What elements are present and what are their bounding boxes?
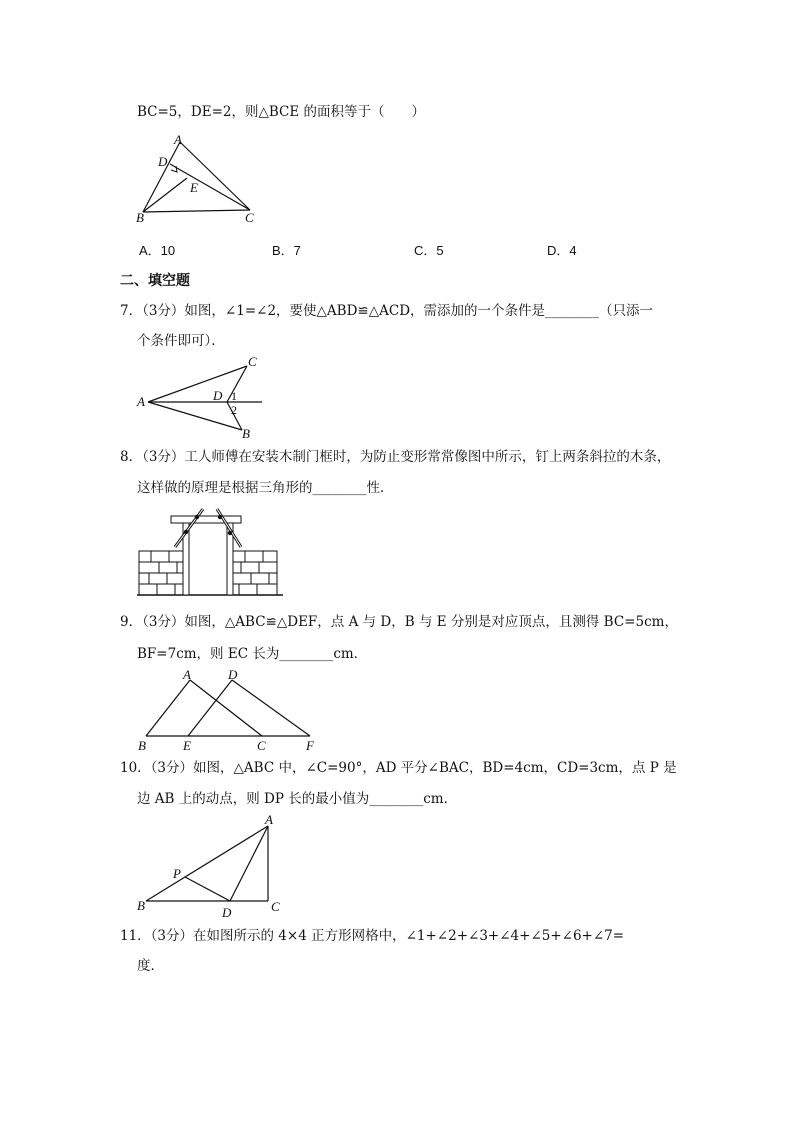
q10-text-line1: 10．（3分）如图，△ABC 中，∠C=90°，AD 平分∠BAC，BD=4cm，CD=3cm，点 P 是: [120, 760, 677, 776]
q10-line-PD: [185, 877, 230, 901]
q9-line-BA: [146, 680, 190, 736]
q6-figure-triangle: [130, 132, 270, 224]
q7-label-angle-2: 2: [231, 403, 237, 417]
q8-right-wall: [233, 551, 277, 595]
q8-nail-3: [218, 515, 222, 519]
q9-figure: [134, 666, 324, 756]
q9-label-E: E: [183, 738, 191, 753]
q7-label-A: A: [137, 394, 145, 409]
q10-label-C: C: [271, 899, 280, 914]
q9-text-line1: 9．（3分）如图，△ABC≌△DEF，点 A 与 D，B 与 E 分别是对应顶点，且测得 BC=5cm，: [120, 614, 678, 630]
q7-text-line2: 个条件即可）．: [137, 333, 225, 349]
q6-label-C: C: [245, 210, 254, 224]
q6-option-d: D．4: [547, 243, 577, 258]
q6-line-BC: [143, 210, 250, 212]
q10-label-B: B: [137, 898, 145, 913]
q9-label-F: F: [306, 738, 314, 753]
q7-line-AB: [148, 402, 242, 430]
q8-frame-lintel: [171, 516, 241, 523]
q10-line-AB: [146, 826, 268, 901]
q11-text-line2: 度．: [137, 958, 164, 974]
q6-label-E: E: [190, 180, 198, 195]
q7-label-angle-1: 1: [231, 389, 237, 403]
q8-figure-door-frame: [137, 507, 283, 599]
q7-label-C: C: [248, 354, 257, 369]
q6-line-BE: [143, 178, 187, 212]
q7-label-B: B: [242, 426, 250, 441]
q8-nail-4: [228, 531, 232, 535]
q9-label-C: C: [257, 738, 266, 753]
q6-option-a: A．10: [139, 243, 176, 258]
q10-label-P: P: [173, 866, 181, 881]
q6-option-b: B．7: [272, 243, 301, 258]
q6-option-c: C．5: [414, 243, 444, 258]
q10-label-D: D: [222, 905, 232, 920]
q6-label-A: A: [174, 132, 182, 147]
q9-label-B: B: [138, 738, 146, 753]
q9-label-D: D: [228, 667, 238, 682]
q8-nail-1: [184, 530, 188, 534]
q6-label-B: B: [136, 210, 144, 224]
q10-figure: [134, 808, 294, 920]
q6-line-AB: [143, 142, 180, 212]
q10-label-A: A: [265, 812, 273, 827]
section-title: 二、填空题: [120, 273, 190, 289]
q7-line-DC: [227, 366, 247, 402]
q6-label-D: D: [158, 154, 168, 169]
q8-text-line2: 这样做的原理是根据三角形的________性．: [137, 480, 394, 496]
q9-line-DF: [232, 680, 310, 736]
q8-text-line1: 8．（3分）工人师傅在安装木制门框时，为防止变形常常像图中所示，钉上两条斜拉的木条，: [120, 449, 671, 465]
q7-text-line1: 7．（3分）如图，∠1=∠2，要使△ABD≌△ACD，需添加的一个条件是________（只添一: [120, 303, 654, 319]
q8-nail-2: [195, 515, 199, 519]
q6-text-line: BC=5，DE=2，则△BCE 的面积等于（ ）: [137, 104, 426, 120]
q9-text-line2: BF=7cm，则 EC 长为________cm．: [137, 646, 368, 662]
q11-text-line1: 11．（3分）在如图所示的 4×4 正方形网格中，∠1+∠2+∠3+∠4+∠5+∠6+∠7=: [120, 928, 625, 944]
q7-label-D: D: [213, 388, 223, 403]
q8-left-wall: [139, 551, 183, 595]
q9-label-A: A: [183, 667, 191, 682]
q10-text-line2: 边 AB 上的动点，则 DP 长的最小值为________cm．: [137, 791, 458, 807]
q7-figure: [134, 352, 274, 442]
